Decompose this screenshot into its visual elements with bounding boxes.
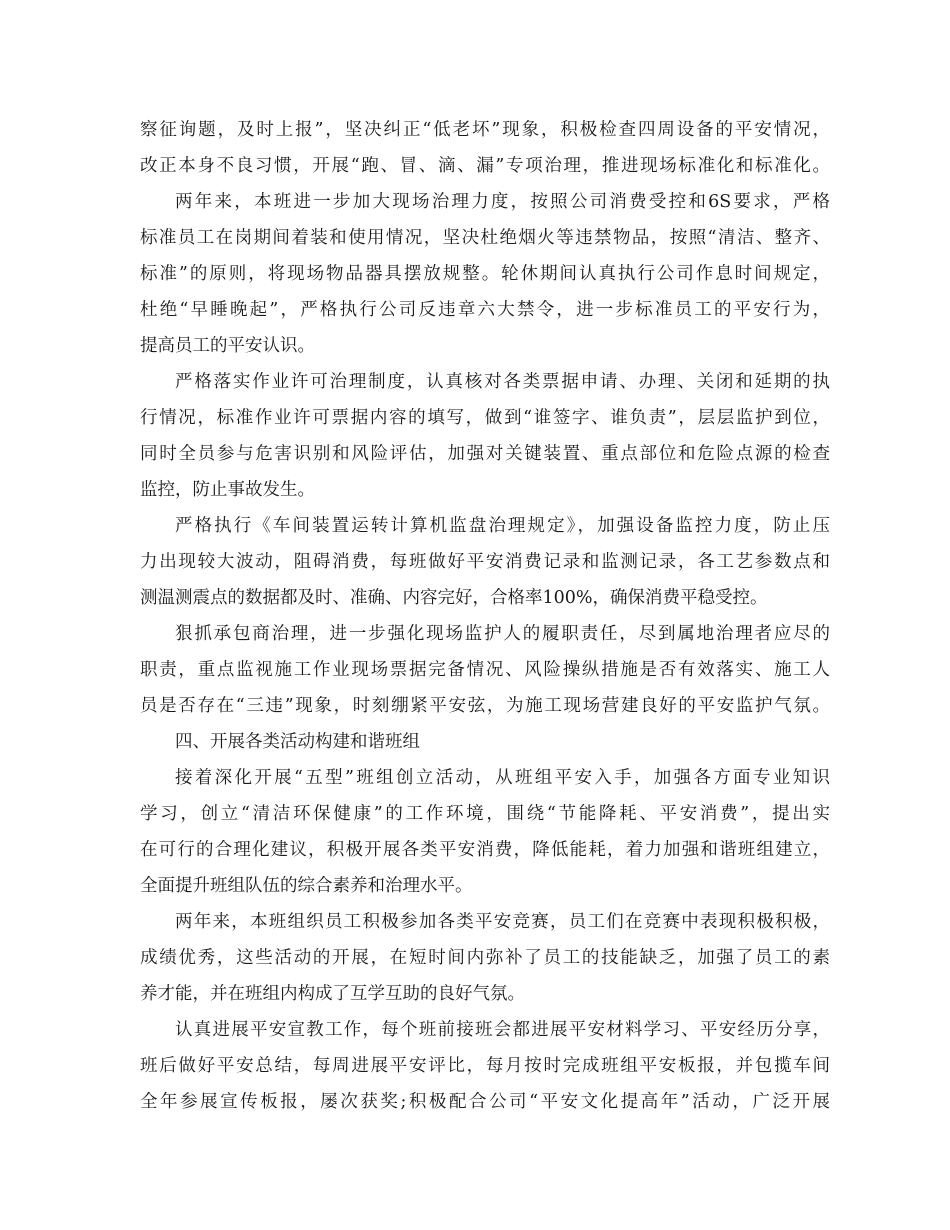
text-line: 成绩优秀，这些活动的开展，在短时间内弥补了员工的技能缺乏，加强了员工的素 <box>140 948 830 968</box>
text-line: 班后做好平安总结，每周进展平安评比，每月按时完成班组平安板报，并包揽车间 <box>140 1056 830 1076</box>
text-line: 监控，防止事故发生。 <box>140 480 315 500</box>
paragraph-first-line: 两年来，本班进一步加大现场治理力度，按照公司消费受控和6S要求，严格 <box>175 192 830 212</box>
text-line: 学习，创立“清洁环保健康”的工作环境，围绕“节能降耗、平安消费”，提出实 <box>140 804 830 824</box>
paragraph-first-line: 两年来，本班组织员工积极参加各类平安竞赛，员工们在竞赛中表现积极积极， <box>175 912 830 932</box>
section-heading: 四、开展各类活动构建和谐班组 <box>175 732 420 752</box>
paragraph-first-line: 认真进展平安宣教工作，每个班前接班会都进展平安材料学习、平安经历分享， <box>175 1020 830 1040</box>
text-line: 全年参展宣传板报，屡次获奖;积极配合公司“平安文化提高年”活动，广泛开展 <box>140 1092 830 1112</box>
text-line: 测温测震点的数据都及时、准确、内容完好，合格率100%，确保消费平稳受控。 <box>140 588 768 608</box>
text-line: 标准”的原则，将现场物品器具摆放规整。轮休期间认真执行公司作息时间规定， <box>140 264 830 284</box>
text-line: 养才能，并在班组内构成了互学互助的良好气氛。 <box>140 984 525 1004</box>
text-line: 提高员工的平安认识。 <box>140 336 315 356</box>
text-line: 杜绝“早睡晚起”，严格执行公司反违章六大禁令，进一步标准员工的平安行为， <box>140 300 830 320</box>
paragraph-first-line: 狠抓承包商治理，进一步强化现场监护人的履职责任，尽到属地治理者应尽的 <box>175 624 830 644</box>
text-line: 改正本身不良习惯，开展“跑、冒、滴、漏”专项治理，推进现场标准化和标准化。 <box>140 156 830 176</box>
text-line: 全面提升班组队伍的综合素养和治理水平。 <box>140 876 473 896</box>
text-line: 标准员工在岗期间着装和使用情况，坚决杜绝烟火等违禁物品，按照“清洁、整齐、 <box>140 228 830 248</box>
text-line: 察征询题，及时上报”，坚决纠正“低老坏”现象，积极检查四周设备的平安情况， <box>140 120 830 140</box>
text-line: 同时全员参与危害识别和风险评估，加强对关键装置、重点部位和危险点源的检查 <box>140 444 830 464</box>
paragraph-first-line: 严格落实作业许可治理制度，认真核对各类票据申请、办理、关闭和延期的执 <box>175 372 830 392</box>
text-line: 行情况，标准作业许可票据内容的填写，做到“谁签字、谁负责”，层层监护到位， <box>140 408 830 428</box>
paragraph-first-line: 接着深化开展“五型”班组创立活动，从班组平安入手，加强各方面专业知识 <box>175 768 830 788</box>
text-line: 员是否存在“三违”现象，时刻绷紧平安弦，为施工现场营建良好的平安监护气氛。 <box>140 696 830 716</box>
text-line: 力出现较大波动，阻碍消费，每班做好平安消费记录和监测记录，各工艺参数点和 <box>140 552 830 572</box>
text-line: 职责，重点监视施工作业现场票据完备情况、风险操纵措施是否有效落实、施工人 <box>140 660 830 680</box>
text-line: 在可行的合理化建议，积极开展各类平安消费，降低能耗，着力加强和谐班组建立， <box>140 840 830 860</box>
paragraph-first-line: 严格执行《车间装置运转计算机监盘治理规定》，加强设备监控力度，防止压 <box>175 516 830 536</box>
document-body <box>140 112 830 1120</box>
